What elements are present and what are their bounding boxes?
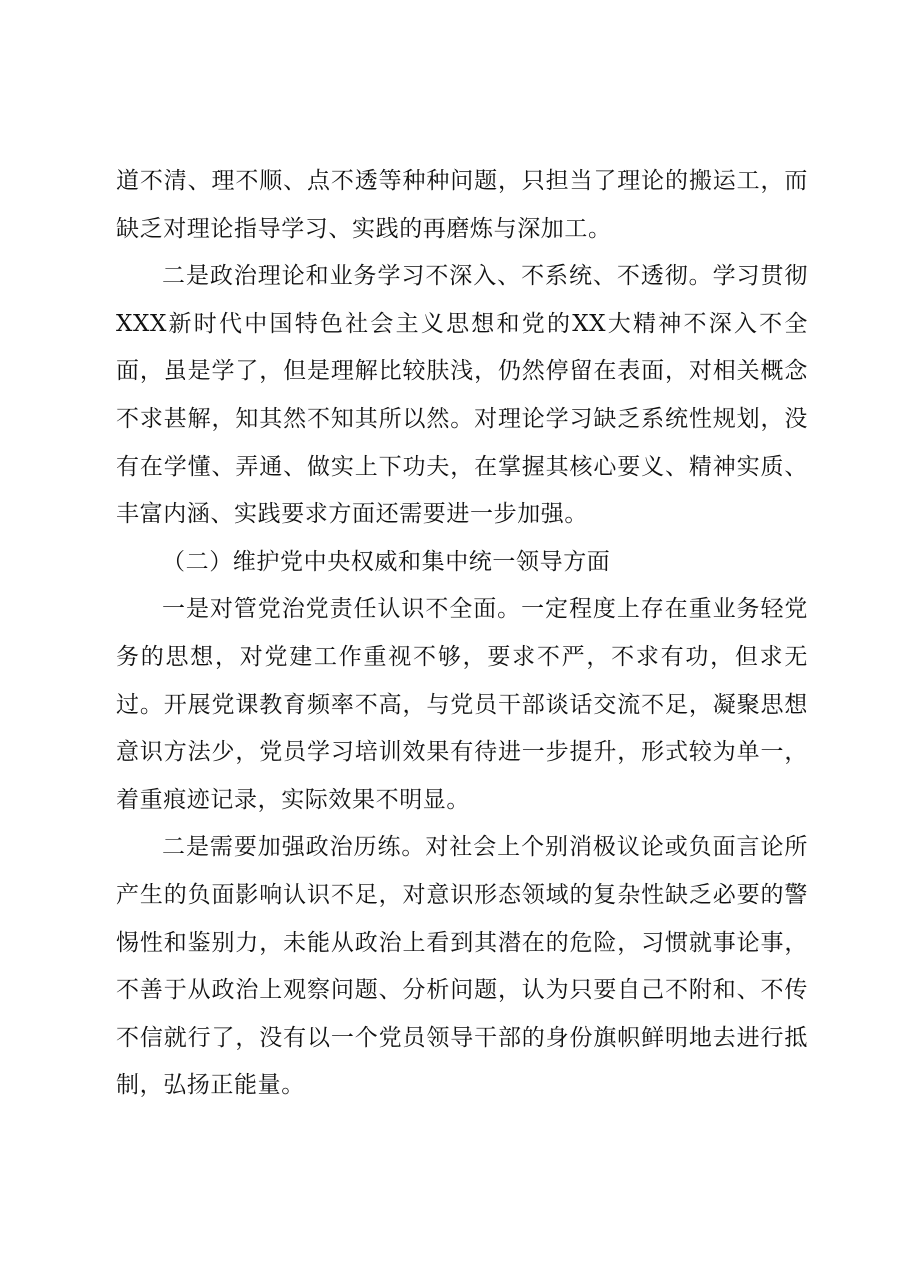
section-heading: （二）维护党中央权威和集中统一领导方面 [162, 548, 611, 575]
document-body [116, 158, 808, 1110]
paragraph-political-training: 二是需要加强政治历练。对社会上个别消极议论或负面言论所产生的负面影响认识不足，对意识形态领域的复杂性缺乏必要的警惕性和鉴别力，未能从政治上看到其潜在的危险，习惯就事论事，不善于从政治上观察问题、分析问题，认为只要自己不附和、不传不信就行了，没有以一个党员领导干部的身份旗帜鲜明地去进行抵制，弘扬正能量。 [116, 834, 808, 1099]
paragraph-theory-study: 二是政治理论和业务学习不深入、不系统、不透彻。学习贯彻XXX新时代中国特色社会主义思想和党的XX大精神不深入不全面，虽是学了，但是理解比较肤浅，仍然停留在表面，对相关概念不求甚解，知其然不知其所以然。对理论学习缺乏系统性规划，没有在学懂、弄通、做实上下功夫，在掌握其核心要义、精神实质、丰富内涵、实践要求方面还需要进一步加强。 [116, 263, 808, 528]
paragraph-continuation: 道不清、理不顺、点不透等种种问题，只担当了理论的搬运工，而缺乏对理论指导学习、实践的再磨炼与深加工。 [116, 168, 808, 242]
paragraph-party-responsibility: 一是对管党治党责任认识不全面。一定程度上存在重业务轻党务的思想，对党建工作重视不够，要求不严，不求有功，但求无过。开展党课教育频率不高，与党员干部谈话交流不足，凝聚思想意识方法少，党员学习培训效果有待进一步提升，形式较为单一，着重痕迹记录，实际效果不明显。 [116, 596, 808, 813]
